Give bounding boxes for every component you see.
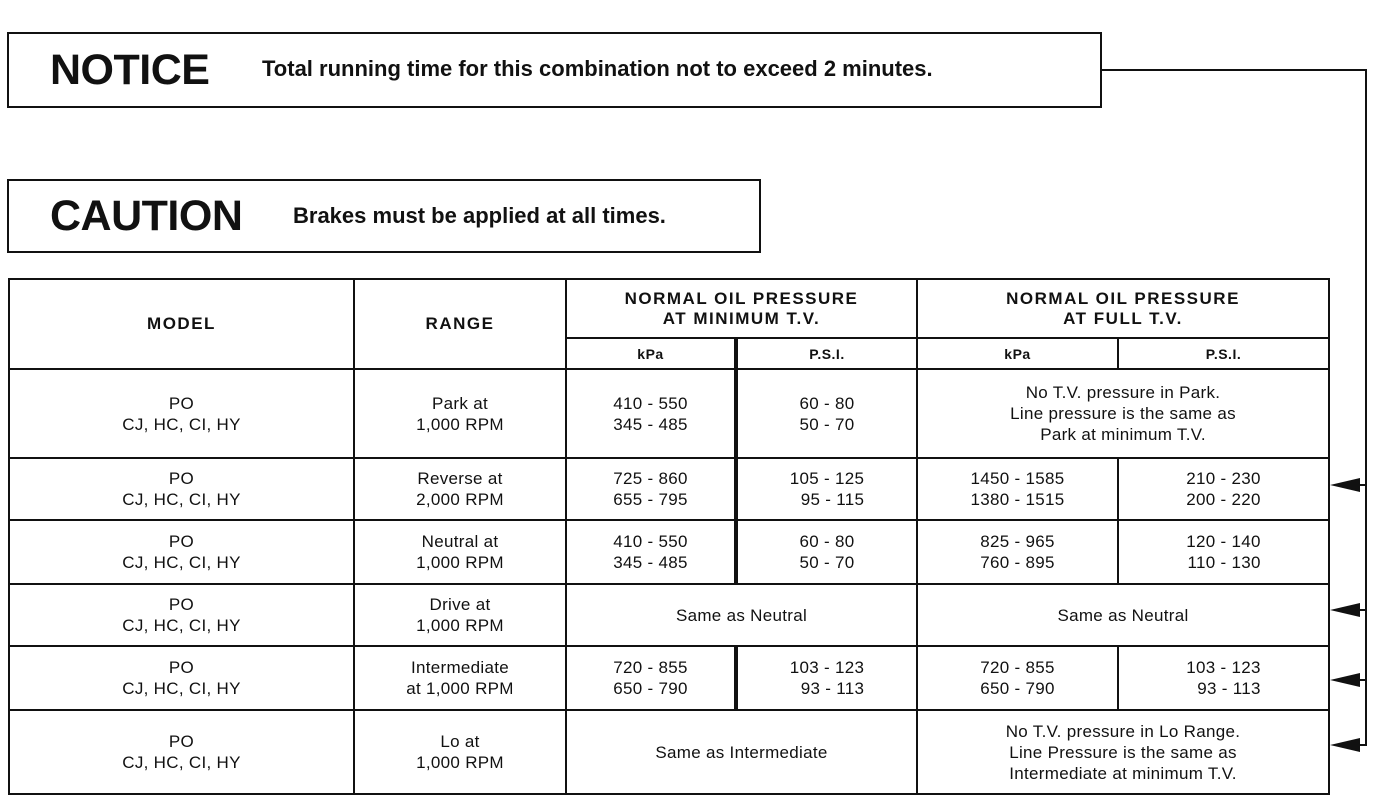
oil-pressure-table [8,278,1330,795]
min-kpa-cell [566,458,736,520]
range-line: 1,000 RPM [416,553,504,572]
min-kpa-value: 345 - 485 [613,414,688,434]
full-psi-cell [1118,520,1329,584]
min-psi-value: 50 - 70 [799,414,855,434]
full-psi-value: 120 - 140 [1186,532,1261,551]
range-line: 1,000 RPM [416,414,504,434]
range-line: at 1,000 RPM [406,679,514,698]
full-tv-note-cell [917,584,1329,646]
full-kpa-cell [917,646,1118,710]
caution-text: Brakes must be applied at all times. [293,203,666,228]
min-psi-value: 105 - 125 [789,469,865,488]
note-line: No T.V. pressure in Lo Range. [1005,721,1241,741]
min-kpa-value: 345 - 485 [613,553,688,572]
note-line: Same as Neutral [1057,605,1189,625]
range-cell [354,710,566,794]
model-variants: CJ, HC, CI, HY [122,753,241,772]
full-kpa-value: 720 - 855 [980,658,1055,677]
value-group [1186,531,1261,573]
range-line: Reverse at [417,469,503,488]
full-psi-value: 93 - 113 [1197,679,1261,698]
table-row [9,710,1329,794]
min-kpa-value: 410 - 550 [613,393,688,413]
range-cell [354,369,566,458]
value-group [1186,657,1261,699]
min-kpa-header: kPa [566,338,736,369]
note-line: Same as Intermediate [655,742,828,762]
full-psi-value: 210 - 230 [1186,469,1261,488]
min-tv-note-cell [566,584,917,646]
value-group [799,393,854,435]
value-group [980,531,1055,573]
min-psi-value: 50 - 70 [799,553,855,572]
table-row [9,458,1329,520]
full-kpa-cell [917,458,1118,520]
range-cell [354,520,566,584]
min-psi-value: 103 - 123 [789,658,865,677]
notice-box [7,32,1102,108]
model-variants: CJ, HC, CI, HY [122,616,241,635]
range-line: Drive at [429,595,491,614]
min-kpa-cell [566,369,736,458]
model-cell [9,369,354,458]
min-psi-cell [736,458,917,520]
model-code: PO [168,532,195,551]
model-variants: CJ, HC, CI, HY [122,490,241,509]
range-line: 1,000 RPM [416,753,504,772]
min-kpa-cell [566,646,736,710]
model-code: PO [168,393,195,413]
model-variants: CJ, HC, CI, HY [122,414,241,434]
value-group [790,657,865,699]
min-kpa-value: 720 - 855 [613,658,688,677]
full-kpa-header: kPa [917,338,1118,369]
table-row [9,646,1329,710]
note-line: Intermediate at minimum T.V. [1009,763,1237,783]
note-line: Same as Neutral [675,605,808,625]
table-row [9,584,1329,646]
value-group [799,531,854,573]
min-kpa-value: 410 - 550 [613,532,688,551]
range-line: 2,000 RPM [416,490,504,509]
value-group [613,531,688,573]
value-group [613,657,688,699]
range-line: Lo at [440,732,480,751]
min-psi-value: 60 - 80 [799,532,855,551]
value-group [613,393,688,435]
table-row [9,520,1329,584]
min-psi-cell [736,369,917,458]
arrow-left-icon [1330,603,1360,617]
model-cell [9,584,354,646]
min-kpa-cell [566,520,736,584]
full-tv-header [917,279,1329,338]
note-line: Park at minimum T.V. [1040,425,1206,444]
range-line: Neutral at [421,532,499,551]
min-psi-cell [736,646,917,710]
value-group [980,657,1055,699]
model-cell [9,710,354,794]
full-psi-header: P.S.I. [1118,338,1329,369]
full-psi-cell [1118,646,1329,710]
min-tv-note-cell [566,710,917,794]
arrow-left-icon [1330,673,1360,687]
full-tv-header-line: NORMAL OIL PRESSURE [1006,288,1240,308]
min-psi-cell [736,520,917,584]
model-cell [9,458,354,520]
min-kpa-value: 650 - 790 [613,679,688,698]
min-tv-header [566,279,917,338]
value-group [1186,468,1261,510]
value-group [790,468,865,510]
range-cell [354,458,566,520]
caution-box [7,179,761,253]
full-psi-value: 103 - 123 [1186,658,1261,677]
range-header: RANGE [354,279,566,369]
model-cell [9,646,354,710]
full-psi-cell [1118,458,1329,520]
model-variants: CJ, HC, CI, HY [122,679,241,698]
notice-text: Total running time for this combination not to exceed 2 minutes. [262,56,933,81]
note-line: Line Pressure is the same as [1009,742,1237,762]
min-kpa-value: 725 - 860 [613,469,688,488]
table-row [9,369,1329,458]
full-psi-value: 110 - 130 [1187,553,1261,572]
arrow-left-icon [1330,738,1360,752]
full-kpa-value: 1380 - 1515 [970,490,1065,509]
full-tv-header-line: AT FULL T.V. [1063,308,1183,328]
min-psi-value: 60 - 80 [799,393,855,413]
full-kpa-value: 760 - 895 [980,553,1055,572]
full-psi-value: 200 - 220 [1186,490,1261,509]
model-code: PO [168,595,195,614]
model-cell [9,520,354,584]
model-variants: CJ, HC, CI, HY [122,553,241,572]
full-kpa-value: 1450 - 1585 [970,469,1065,488]
notice-label: NOTICE [50,46,210,94]
min-tv-header-line: AT MINIMUM T.V. [662,308,821,328]
full-kpa-value: 825 - 965 [980,532,1055,551]
min-tv-header-line: NORMAL OIL PRESSURE [624,288,859,308]
note-line: Line pressure is the same as [1010,404,1236,423]
model-code: PO [168,732,195,751]
value-group [613,468,688,510]
range-line: 1,000 RPM [416,616,504,635]
caution-label: CAUTION [50,192,243,240]
note-line: No T.V. pressure in Park. [1025,383,1221,402]
min-psi-value: 93 - 113 [800,679,865,698]
full-tv-note-cell [917,710,1329,794]
min-kpa-value: 655 - 795 [613,490,688,509]
full-tv-note-cell [917,369,1329,458]
table-header-row [9,279,1329,338]
range-cell [354,646,566,710]
model-code: PO [168,658,195,677]
range-line: Park at [432,393,488,413]
value-group [970,468,1064,510]
model-header: MODEL [9,279,354,369]
full-kpa-value: 650 - 790 [980,679,1055,698]
range-line: Intermediate [410,658,510,677]
range-cell [354,584,566,646]
full-kpa-cell [917,520,1118,584]
model-code: PO [168,469,195,488]
min-psi-value: 95 - 115 [800,490,865,509]
arrow-left-icon [1330,478,1360,492]
min-psi-header: P.S.I. [736,338,917,369]
